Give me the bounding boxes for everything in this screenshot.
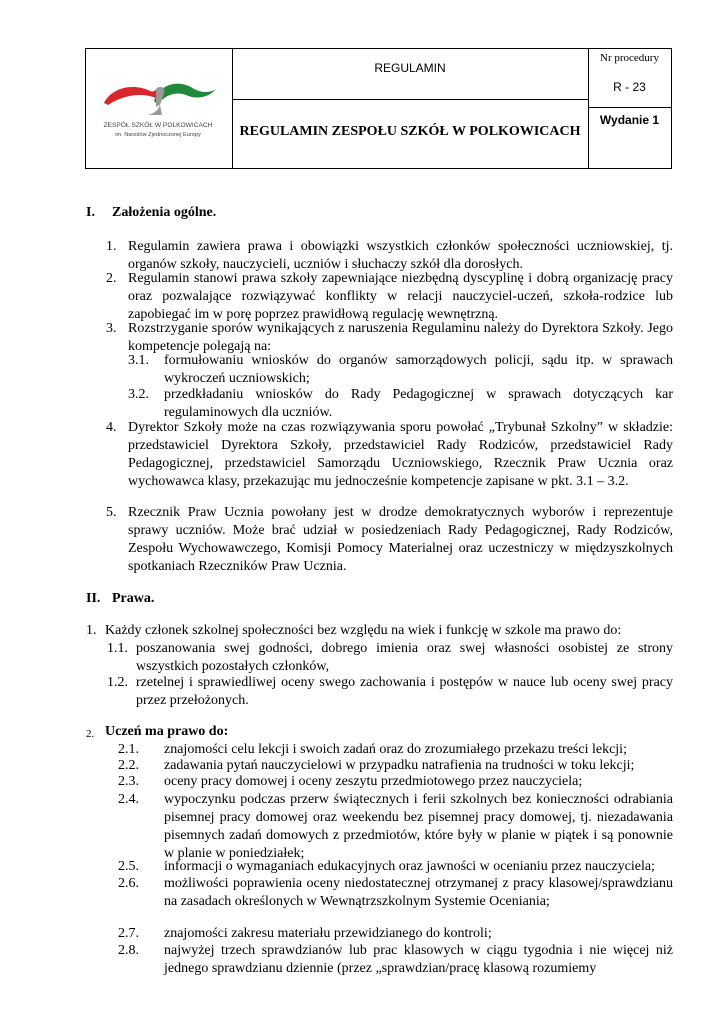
sub-item: możliwości poprawienia oceny niedostatecznej otrzymanej z pracy klasowej/sprawdzianu na zasadach określonych w Wewnątrzszkolnym Systemie Oceniania; <box>164 876 673 909</box>
list-item-number: 2. <box>86 728 95 740</box>
regulamin-label: REGULAMIN <box>374 61 446 75</box>
procedure-label: Nr procedury <box>600 52 659 64</box>
sub-item: formułowaniu wniosków do organów samorządowych policji, sądu itp. w sprawach wykroczeń uczniowskich; <box>164 353 673 386</box>
sub-item: zadawania pytań nauczycielowi w przypadku natrafienia na trudności w toku lekcji; <box>164 758 635 773</box>
logo-line1: ZESPÓŁ SZKÓŁ W POLKOWICACH <box>103 122 213 129</box>
sub-item: znajomości celu lekcji i swoich zadań oraz do zrozumiałego przekazu treści lekcji; <box>164 742 627 757</box>
sub-item-number: 2.1. <box>118 742 139 757</box>
sub-item-number: 3.2. <box>128 387 149 402</box>
list-item-number: 2. <box>106 271 117 286</box>
sub-item: przedkładaniu wniosków do Rady Pedagogicznej w sprawach dotyczących kar regulaminowych dla uczniów. <box>164 387 673 420</box>
sub-item-number: 2.7. <box>118 926 139 941</box>
list-item-number: 1. <box>106 239 117 254</box>
list-item: Rozstrzyganie sporów wynikających z naruszenia Regulaminu należy do Dyrektora Szkoły. Jego kompetencje polegają na: <box>128 321 673 354</box>
header-divider <box>588 49 589 168</box>
sub-item: informacji o wymaganiach edukacyjnych oraz jawności w ocenianiu przez nauczyciela; <box>164 859 655 874</box>
sub-item-number: 2.3. <box>118 774 139 789</box>
list-item-heading: Uczeń ma prawo do: <box>105 724 229 739</box>
sub-item-number: 1.2. <box>107 675 128 690</box>
sub-item-number: 3.1. <box>128 353 149 368</box>
list-item: Każdy członek szkolnej społeczności bez względu na wiek i funkcję w szkole ma prawo do: <box>105 623 622 638</box>
sub-item: znajomości zakresu materiału przewidzianego do kontroli; <box>164 926 492 941</box>
list-item-number: 3. <box>106 321 117 336</box>
header-table <box>85 48 672 169</box>
list-item-number: 5. <box>106 505 117 520</box>
header-divider <box>588 107 671 108</box>
sub-item-number: 2.2. <box>118 758 139 773</box>
sub-item-number: 2.8. <box>118 943 139 958</box>
list-item: Dyrektor Szkoły może na czas rozwiązywania sporu powołać „Trybunał Szkolny” w składzie: przedstawiciel Dyrektora Szkoły, przedstawiciel Rady Rodziców, przedstawiciel Rady Pedagogicznej, przedstawiciel Samorządu Uczniowskiego, Rzecznik Praw Ucznia oraz wychowawca klasy, przekazując mu jednocześnie kompetencje zapisane w pkt. 3.1 – 3.2. <box>128 420 673 489</box>
sub-item: najwyżej trzech sprawdzianów lub prac klasowych w ciągu tygodnia i nie więcej niż jednego sprawdzianu dziennie (przez „sprawdzian/pracę klasową rozumiemy <box>164 943 673 976</box>
section-heading-number: I. <box>86 205 95 220</box>
sub-item: poszanowania swej godności, dobrego imienia oraz swej własności osobistej ze strony wszystkich pozostałych członków, <box>136 641 673 674</box>
list-item: Regulamin zawiera prawa i obowiązki wszystkich członków społeczności uczniowskiej, tj. organów szkoły, nauczycieli, uczniów i słuchaczy szkół dla dorosłych. <box>128 239 673 272</box>
list-item-number: 4. <box>106 420 117 435</box>
school-logo <box>90 65 226 153</box>
logo-line2: im. Narodów Zjednoczonej Europy <box>115 132 201 138</box>
document-title: REGULAMIN ZESPOŁU SZKÓŁ W POLKOWICACH <box>239 124 581 139</box>
sub-item-number: 2.5. <box>118 859 139 874</box>
sub-item-number: 1.1. <box>107 641 128 656</box>
list-item: Rzecznik Praw Ucznia powołany jest w drodze demokratycznych wyborów i reprezentuje sprawy uczniów. Może brać udział w posiedzeniach Rady Pedagogicznej, Rady Rodziców, Zespołu Wychowawczego, Komisji Pomocy Materialnej oraz uczestniczy w międzyszkolnych spotkaniach Rzeczników Praw Ucznia. <box>128 505 673 574</box>
procedure-number: R - 23 <box>613 80 646 94</box>
sub-item-number: 2.6. <box>118 876 139 891</box>
list-item-number: 1. <box>86 623 97 638</box>
sub-item: oceny pracy domowej i oceny zeszytu przedmiotowego przez nauczyciela; <box>164 774 583 789</box>
sub-item-number: 2.4. <box>118 792 139 807</box>
list-item: Regulamin stanowi prawa szkoły zapewniające niezbędną dyscyplinę i dobrą organizację pracy oraz pozwalające rozwiązywać konflikty w relacji nauczyciel-uczeń, szkoła-rodzice lub zapobiegać im w porę poprzez prawidłową regulację wewnętrzną. <box>128 271 673 322</box>
edition-label: Wydanie 1 <box>599 113 660 127</box>
section-heading: Prawa. <box>112 591 155 606</box>
section-heading-number: II. <box>86 591 101 606</box>
sub-item: rzetelnej i sprawiedliwej oceny swego zachowania i postępów w nauce lub oceny swej pracy przez przełożonych. <box>136 675 673 708</box>
section-heading: Założenia ogólne. <box>112 205 217 220</box>
sub-item: wypoczynku podczas przerw świątecznych i ferii szkolnych bez konieczności odrabiania pisemnej pracy domowej oraz weekendu bez pisemnej pracy domowej, tj. niezadawania pisemnych zadań domowych z przedmiotów, które były w planie w piątek i są ponownie w planie w poniedziałek; <box>164 792 673 861</box>
header-divider <box>232 99 588 100</box>
